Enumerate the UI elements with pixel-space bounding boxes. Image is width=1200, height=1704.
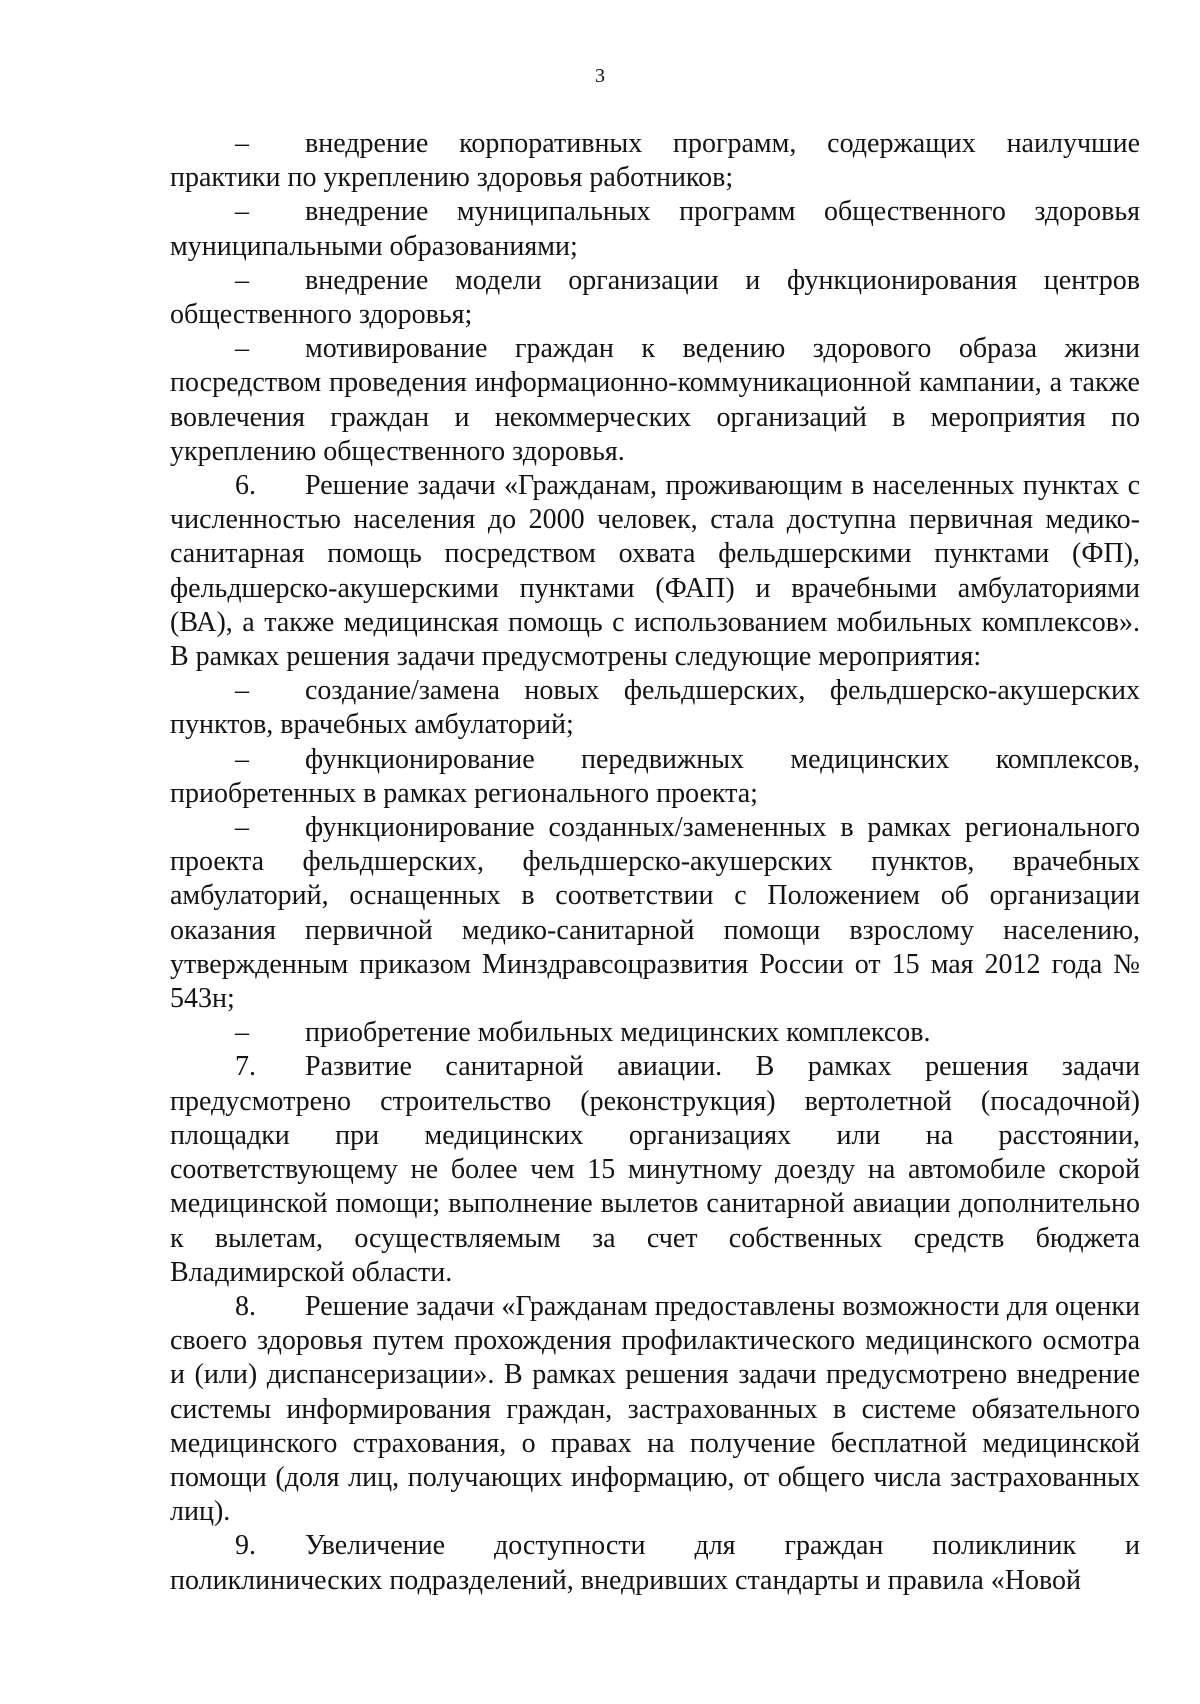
paragraph-text: Увеличение доступности для граждан поликлиник и поликлинических подразделений, внедривших стандарты и правила «Новой [170, 1530, 1140, 1596]
numbered-paragraph [170, 1050, 1140, 1289]
paragraph-number: 6. [235, 470, 256, 502]
paragraph-number: 7. [235, 1051, 256, 1083]
bullet-paragraph [170, 195, 1140, 263]
paragraph-text: внедрение корпоративных программ, содержащих наилучшие практики по укреплению здоровья работников; [170, 128, 1140, 194]
bullet-paragraph [170, 332, 1140, 469]
bullet-mark: – [235, 1017, 249, 1049]
paragraph-text: приобретение мобильных медицинских комплексов. [305, 1017, 931, 1049]
page-number: 3 [595, 65, 605, 87]
bullet-mark: – [235, 128, 249, 159]
paragraph-text: внедрение модели организации и функционирования центров общественного здоровья; [170, 264, 1140, 331]
bullet-paragraph [170, 743, 1140, 811]
bullet-mark: – [235, 743, 249, 775]
paragraph-number: 9. [235, 1530, 256, 1562]
bullet-mark: – [235, 196, 249, 228]
bullet-mark: – [235, 675, 249, 707]
paragraph-text: внедрение муниципальных программ общественного здоровья муниципальными образованиями; [170, 196, 1140, 262]
document-body [170, 127, 1140, 1598]
bullet-paragraph [170, 264, 1140, 332]
paragraph-text: функционирование передвижных медицинских комплексов, приобретенных в рамках регионального проекта; [170, 743, 1140, 809]
bullet-paragraph [170, 127, 1140, 195]
bullet-paragraph [170, 811, 1140, 1016]
bullet-mark: – [235, 812, 249, 844]
paragraph-text: Решение задачи «Гражданам предоставлены возможности для оценки своего здоровья путем прохождения профилактического медицинского осмотра и (или) диспансеризации». В рамках решения задачи предусмотрено внедрение системы информирования граждан, застрахованных в системе обязательного медицинского страхования, о правах на получение бесплатной медицинской помощи (доля лиц, получающих информацию, от общего числа застрахованных лиц). [170, 1290, 1140, 1528]
paragraph-number: 8. [235, 1290, 256, 1322]
bullet-paragraph [170, 1016, 1140, 1050]
numbered-paragraph [170, 469, 1140, 674]
paragraph-text: мотивирование граждан к ведению здорового образа жизни посредством проведения информационно-коммуникационной кампании, а также вовлечения граждан и некоммерческих организаций в мероприятия по укреплению общественного здоровья. [170, 333, 1140, 467]
paragraph-text: Развитие санитарной авиации. В рамках решения задачи предусмотрено строительство (реконструкция) вертолетной (посадочной) площадки при медицинских организациях или на расстоянии, соответствующему не более чем 15 минутному доезду на автомобиле скорой медицинской помощи; выполнение вылетов санитарной авиации дополнительно к вылетам, осуществляемым за счет собственных средств бюджета Владимирской области. [170, 1051, 1140, 1288]
bullet-mark: – [235, 264, 249, 296]
numbered-paragraph [170, 1290, 1140, 1529]
paragraph-text: Решение задачи «Гражданам, проживающим в населенных пунктах с численностью населения до 2000 человек, стала доступна первичная медико-санитарная помощь посредством охвата фельдшерскими пунктами (ФП), фельдшерско-акушерскими пунктами (ФАП) и врачебными амбулаториями (ВА), а также медицинская помощь с использованием мобильных комплексов». В рамках решения задачи предусмотрены следующие мероприятия: [170, 470, 1140, 673]
numbered-paragraph [170, 1529, 1140, 1597]
paragraph-text: создание/замена новых фельдшерских, фельдшерско-акушерских пунктов, врачебных амбулаторий; [170, 675, 1140, 741]
paragraph-text: функционирование созданных/замененных в рамках регионального проекта фельдшерских, фельдшерско-акушерских пунктов, врачебных амбулаторий, оснащенных в соответствии с Положением об организации оказания первичной медико-санитарной помощи взрослому населению, утвержденным приказом Минздравсоцразвития России от 15 мая 2012 года № 543н; [170, 812, 1140, 1015]
bullet-mark: – [235, 333, 249, 365]
bullet-paragraph [170, 674, 1140, 742]
